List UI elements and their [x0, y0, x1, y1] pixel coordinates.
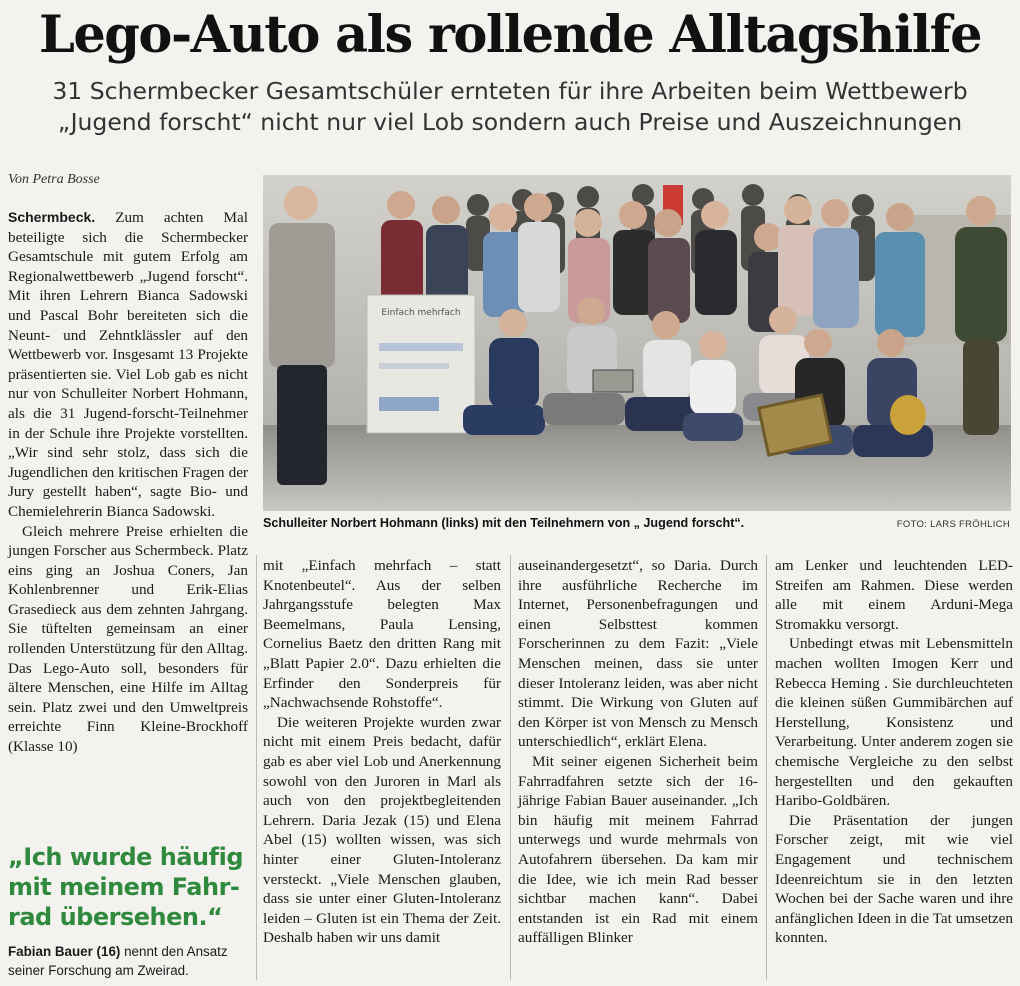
paragraph: mit „Einfach mehrfach – statt Knotenbeutel“. Aus der selben Jahrgangsstufe belegten Max Beemelmans, Paula Lensing, Cornelius Baetz den dritten Rang mit „Blatt Papier 2.0“. Dazu erhielten die Erfinder den Sonderpreis für „Nachwachsende Rohstoffe“. — [263, 557, 501, 712]
paragraph: auseinandergesetzt“, so Daria. Durch ihre ausführliche Recherche im Internet, Personenbefragungen und einen Selbsttest kommen Forscherinnen zu dem Fazit: „Viele Menschen meinen, dass sie unter dieser Intoleranz leiden, was aber nicht stimmt. Die Wirkung von Gluten auf den Körper ist von Mensch zu Mensch unterschiedlich“, erklärt Elena. — [518, 557, 758, 751]
pull-quote-line-3: rad übersehen.“ — [8, 903, 223, 931]
article-column-3 — [518, 556, 758, 948]
paragraph: Unbedingt etwas mit Lebensmitteln machen wollten Imogen Kerr und Rebecca Heming . Sie durchleuchteten die kleinen süßen Gummibärchen auf Herstellung, Konsistenz und Verarbeitung. Unter anderem zogen sie chemische Vergleiche zu den selbst hergestellten und den gekauften Haribo-Goldbären. — [775, 635, 1013, 810]
paragraph — [8, 208, 248, 522]
pull-quote-source-text: nennt den Ansatz seiner Forschung am Zweirad. — [8, 944, 228, 978]
poster-text: Einfach mehrfach — [381, 308, 461, 318]
byline: Von Petra Bosse — [8, 172, 100, 187]
article-column-4 — [775, 556, 1013, 948]
paragraph: Gleich mehrere Preise erhielten die jungen Forscher aus Schermbeck. Platz eins ging an Joshua Coners, Jan Kohlenbrenner und Erik-Elias Grasedieck aus dem zehnten Jahrgang. Sie tüftelten gemeinsam an einer rollenden Unterstützung für den Alltag. Das Lego-Auto soll, besonders für ältere Menschen, eine Hilfe im Alltag sein. Platz zwei und den Umweltpreis erreichte Finn Kleine-Brockhoff (Klasse 10) — [8, 522, 248, 756]
column-divider — [510, 555, 511, 980]
group-photo-image — [263, 175, 1011, 511]
subheadline-line-1: 31 Schermbecker Gesamtschüler ernteten für ihre Arbeiten beim Wettbewerb — [52, 77, 968, 105]
pull-quote — [8, 842, 248, 932]
paragraph: Die Präsentation der jungen Forscher zeigt, mit wie viel Engagement und technischem Ideenreichtum sie in den letzten Wochen bei der Sache waren und ihre anfänglichen Ideen in die Tat umsetzen konnten. — [775, 811, 1013, 947]
pull-quote-line-1: „Ich wurde häufig — [8, 843, 243, 871]
column-divider — [766, 555, 767, 980]
article-column-1 — [8, 208, 248, 757]
pull-quote-source — [8, 942, 253, 980]
dateline: Schermbeck. — [8, 209, 96, 225]
subheadline — [0, 76, 1020, 138]
paragraph: Mit seiner eigenen Sicherheit beim Fahrradfahren setzte sich der 16-jährige Fabian Bauer auseinander. „Ich bin häufig mit meinem Fahrrad unterwegs und wurde mehrmals von Autofahrern übersehen. Da kam mir die Idee, wie ich mein Rad besser sichtbar machen kann“. Dabei entstanden ist ein Rad mit einem auffälligen Blinker — [518, 752, 758, 947]
article-column-2 — [263, 556, 501, 948]
pull-quote-source-name: Fabian Bauer (16) — [8, 944, 121, 959]
group-photo — [263, 175, 1011, 511]
headline: Lego-Auto als rollende Alltagshilfe — [38, 5, 982, 65]
photo-caption: Schulleiter Norbert Hohmann (links) mit den Teilnehmern von „ Jugend forscht“. — [263, 516, 745, 530]
column-divider — [256, 555, 257, 980]
photo-credit: FOTO: LARS FRÖHLICH — [896, 519, 1010, 530]
paragraph: Die weiteren Projekte wurden zwar nicht mit einem Preis bedacht, dafür gab es aber viel Lob und Anerkennung sowohl von den Juroren in Marl als auch von den projektbegleitenden Lehrern. Daria Jezak (15) und Elena Abel (15) wollten wissen, was sich hinter einer Gluten-Intoleranz versteckt. „Viele Menschen glauben, dass sie unter einer Gluten-Intoleranz leiden – Gluten ist ein Thema der Zeit. Deshalb haben wir uns damit — [263, 713, 501, 947]
paragraph: am Lenker und leuchtenden LED-Streifen am Rahmen. Diese werden alle mit einem Arduni-Mega Stromakku versorgt. — [775, 557, 1013, 633]
subheadline-line-2: „Jugend forscht“ nicht nur viel Lob sondern auch Preise und Auszeichnungen — [57, 108, 963, 136]
paragraph-text: Zum achten Mal beteiligte sich die Schermbecker Gesamtschule mit gutem Erfolg am Regionalwettbewerb „Jugend forscht“. Mit ihren Lehrern Bianca Sadowski und Pascal Bohr bereiteten sich die Neunt- und Zehntklässler auf den Wettbewerb vor. Insgesamt 13 Projekte präsentierten sie. Viel Lob gab es nicht nur von Schulleiter Norbert Hohmann, als die 31 Jugend-forscht-Teilnehmer in der Schule ihre Projekte vorstellten. „Wir sind sehr stolz, dass sich die Jugendlichen den kritischen Fragen der Jury gestellt haben“, sagte Bio- und Chemielehrerin Bianca Sadowski. — [8, 209, 248, 520]
pull-quote-line-2: mit meinem Fahr- — [8, 873, 240, 901]
